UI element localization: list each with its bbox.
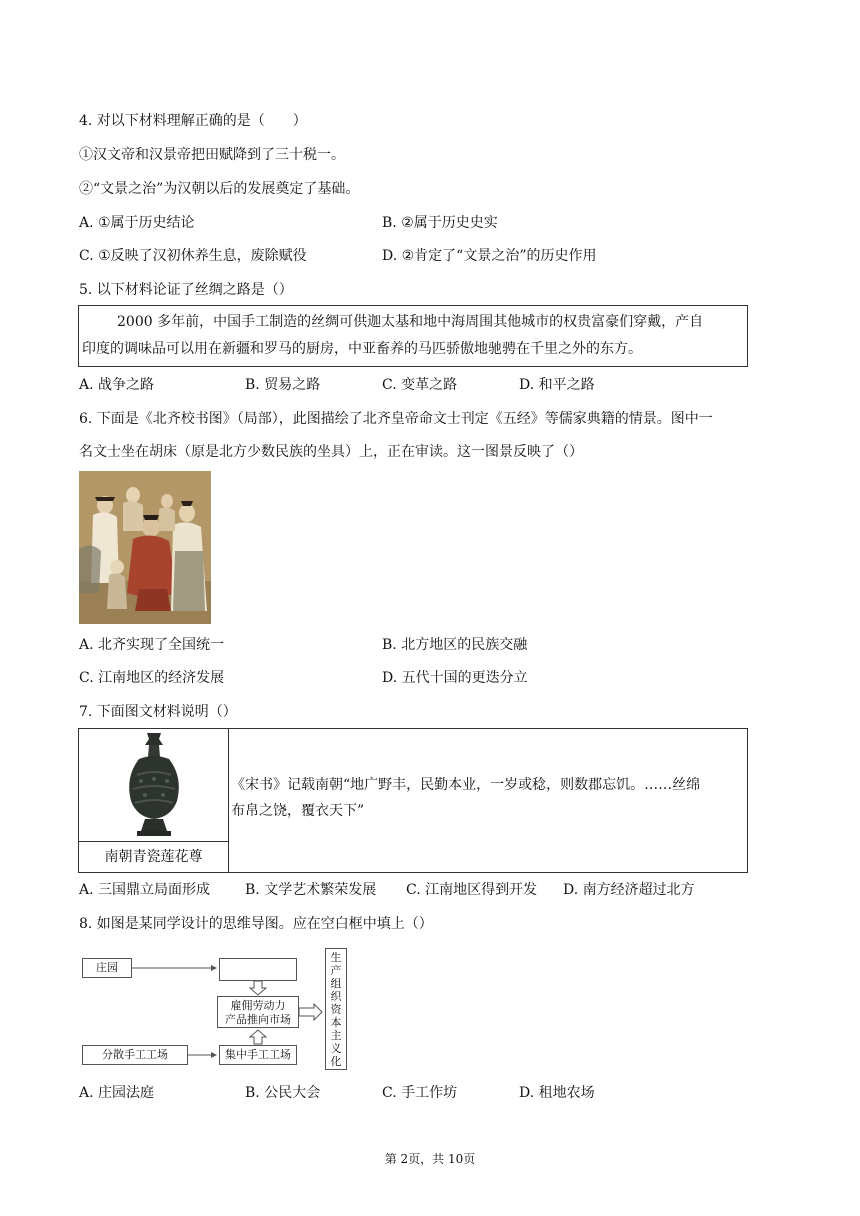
q8-option-a: A. 庄园法庭 — [79, 1085, 155, 1101]
q7-caption: 南朝青瓷莲花尊 — [104, 849, 203, 865]
node-blank — [219, 958, 297, 981]
q6-option-c: C. 江南地区的经济发展 — [79, 670, 225, 686]
q6-option-b: B. 北方地区的民族交融 — [382, 637, 528, 653]
q6-option-a: A. 北齐实现了全国统一 — [79, 637, 225, 653]
q4-option-a: A. ①属于历史结论 — [79, 215, 195, 231]
node-capitalist-production: 生产组织资本主义化 — [325, 948, 347, 1070]
q6-option-d: D. 五代十国的更迭分立 — [382, 670, 528, 686]
mind-map — [78, 948, 368, 1074]
q4-option-b: B. ②属于历史史实 — [382, 215, 498, 231]
q5-option-d: D. 和平之路 — [519, 377, 595, 393]
q7-material-table — [78, 728, 748, 873]
q7-option-d: D. 南方经济超过北方 — [563, 882, 695, 898]
q7-table-divider — [228, 729, 229, 872]
q4-material-2: ②“文景之治”为汉朝以后的发展奠定了基础。 — [79, 181, 360, 197]
q7-text-line-2: 布帛之饶，覆衣天下” — [231, 803, 365, 819]
q8-stem: 8. 如图是某同学设计的思维导图。应在空白框中填上（） — [79, 916, 433, 932]
q7-option-b: B. 文学艺术繁荣发展 — [245, 882, 377, 898]
q7-option-a: A. 三国鼎立局面形成 — [79, 882, 211, 898]
lotus-vase-image — [119, 731, 189, 839]
q8-option-d: D. 租地农场 — [519, 1085, 595, 1101]
q7-text-line-1: 《宋书》记载南朝“地广野丰，民勤本业，一岁或稔，则数郡忘饥。……丝绵 — [231, 777, 701, 793]
q4-option-c: C. ①反映了汉初休养生息，废除赋役 — [79, 248, 307, 264]
q5-option-b: B. 贸易之路 — [245, 377, 321, 393]
q4-material-1: ①汉文帝和汉景帝把田赋降到了三十税一。 — [79, 147, 345, 163]
page-number: 第 2页，共 10页 — [384, 1152, 476, 1166]
q5-option-a: A. 战争之路 — [79, 377, 155, 393]
node-scattered-workshop: 分散手工工场 — [82, 1045, 188, 1065]
q8-option-c: C. 手工作坊 — [382, 1085, 458, 1101]
q7-option-c: C. 江南地区得到开发 — [406, 882, 538, 898]
node-middle-line-2: 产品推向市场 — [225, 1013, 291, 1026]
painting-image — [79, 471, 211, 624]
q6-stem-line-2: 名文士坐在胡床（原是北方少数民族的坐具）上，正在审读。这一图景反映了（） — [79, 444, 583, 460]
q4-stem: 4. 对以下材料理解正确的是（ ） — [79, 113, 307, 129]
node-manor: 庄园 — [82, 958, 132, 978]
q5-material-box — [78, 305, 748, 367]
q5-stem: 5. 以下材料论证了丝绸之路是（） — [79, 282, 293, 298]
q6-stem-line-1: 6. 下面是《北齐校书图》（局部），此图描绘了北齐皇帝命文士刊定《五经》等儒家典籍的情景。图中一 — [79, 411, 713, 427]
q5-material-line-1: 2000 多年前，中国手工制造的丝绸可供迦太基和地中海周围其他城市的权贵富豪们穿戴，产自 — [117, 314, 704, 330]
q5-option-c: C. 变革之路 — [382, 377, 458, 393]
q4-option-d: D. ②肯定了“文景之治”的历史作用 — [382, 248, 597, 264]
node-concentrated-workshop: 集中手工工场 — [219, 1045, 297, 1065]
q7-stem: 7. 下面图文材料说明（） — [79, 704, 237, 720]
q8-option-b: B. 公民大会 — [245, 1085, 321, 1101]
node-middle — [217, 996, 299, 1028]
q5-material-line-2: 印度的调味品可以用在新疆和罗马的厨房，中亚畜养的马匹骄傲地驰骋在千里之外的东方。 — [82, 341, 642, 357]
node-middle-line-1: 雇佣劳动力 — [230, 999, 286, 1012]
